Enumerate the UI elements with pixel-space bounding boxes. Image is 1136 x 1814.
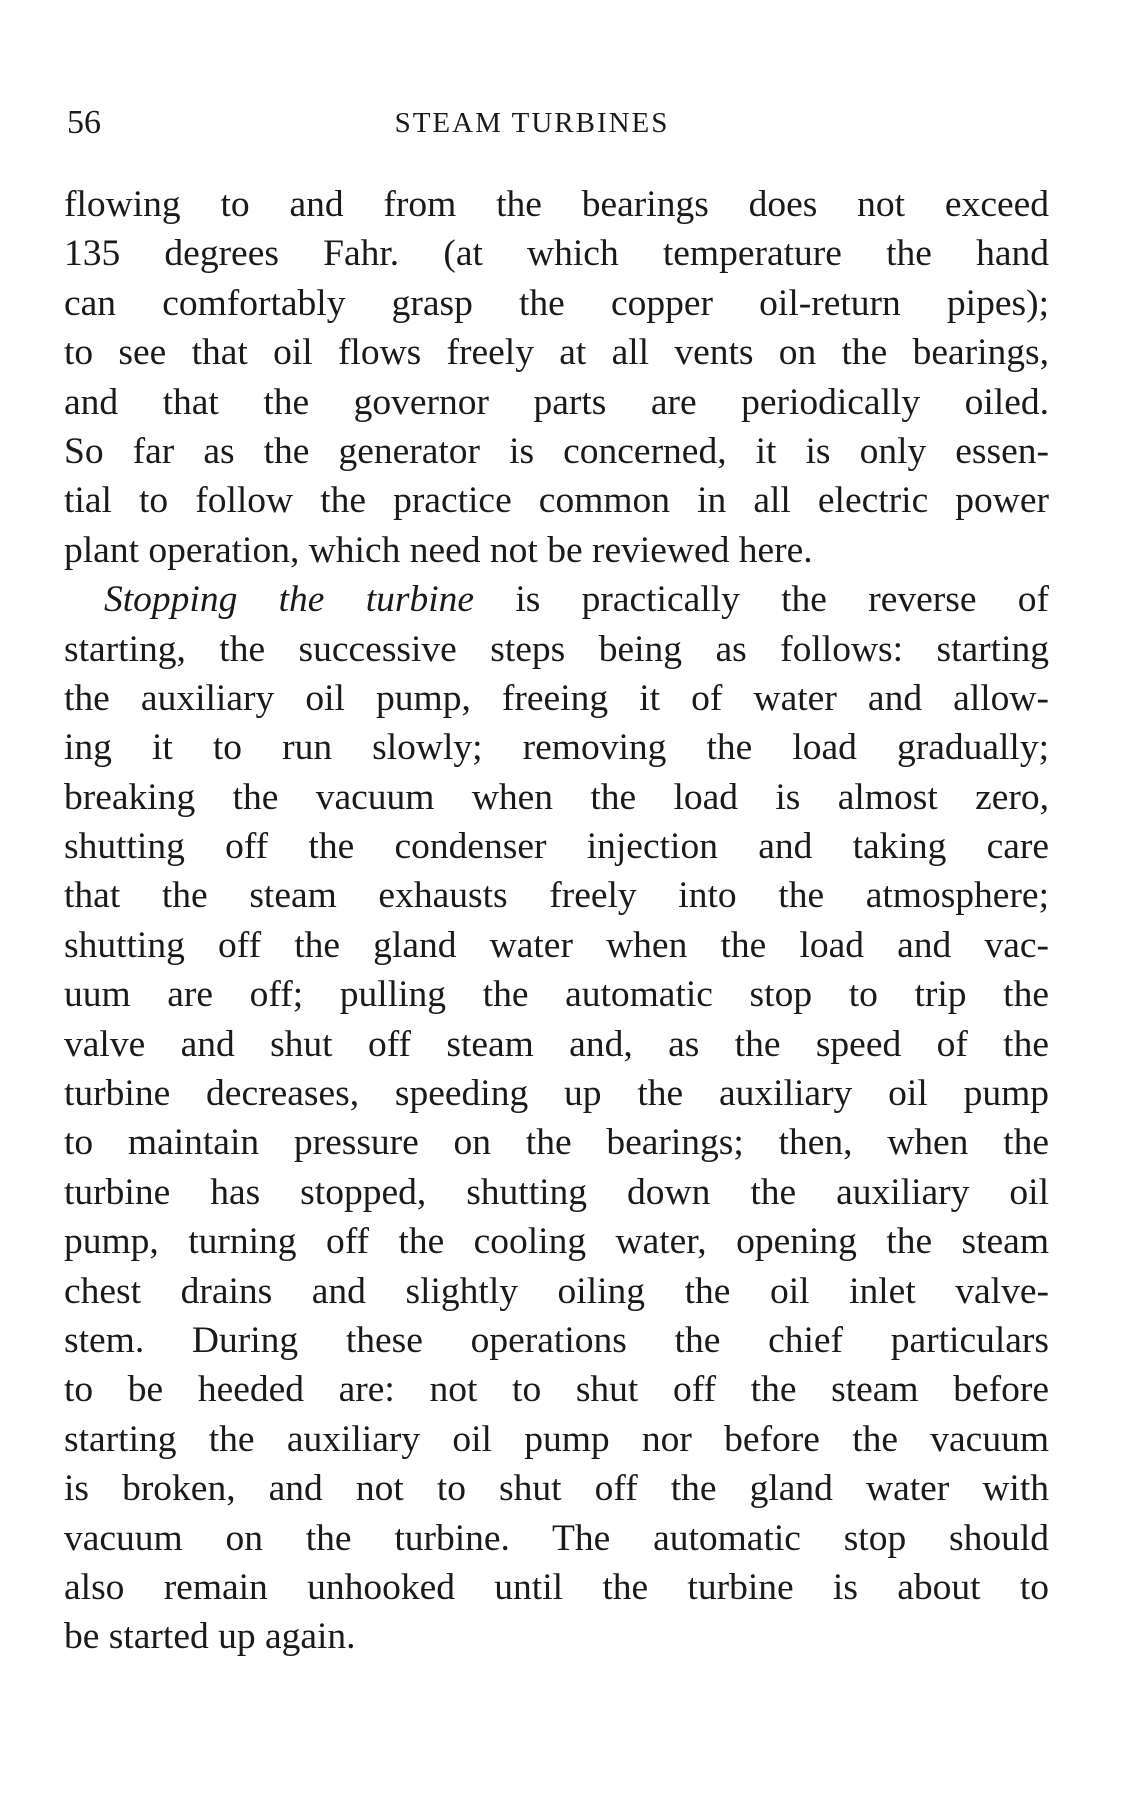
text-line: is broken, and not to shut off the gland water with	[64, 1468, 1049, 1510]
text-line: 135 degrees Fahr. (at which temperature the hand	[64, 233, 1049, 275]
text-line: valve and shut off steam and, as the speed of the	[64, 1023, 1049, 1065]
text-line: and that the governor parts are periodically oiled.	[64, 381, 1049, 423]
text-line-lead	[64, 575, 1049, 624]
text-line: flowing to and from the bearings does not exceed	[64, 184, 1049, 225]
text-line: starting, the successive steps being as follows: starting	[64, 628, 1049, 670]
text-line: can comfortably grasp the copper oil-return pipes);	[64, 282, 1049, 324]
text-line: pump, turning off the cooling water, opening the steam	[64, 1221, 1049, 1263]
text-line-rest: is practically the reverse of	[474, 579, 1049, 621]
text-line: breaking the vacuum when the load is almost zero,	[64, 776, 1049, 818]
text-line: turbine decreases, speeding up the auxiliary oil pump	[64, 1073, 1049, 1115]
body-text	[64, 180, 1049, 1662]
text-line: shutting off the condenser injection and taking care	[64, 826, 1049, 868]
running-head	[67, 98, 1057, 148]
text-line: stem. During these operations the chief particulars	[64, 1319, 1049, 1361]
text-line: uum are off; pulling the automatic stop to trip the	[64, 974, 1049, 1016]
text-line: shutting off the gland water when the load and vac-	[64, 924, 1049, 966]
text-line: So far as the generator is concerned, it is only essen-	[64, 430, 1049, 472]
text-line: also remain unhooked until the turbine is about to	[64, 1566, 1049, 1608]
text-line: to see that oil flows freely at all vents on the bearings,	[64, 332, 1049, 374]
text-line: plant operation, which need not be reviewed here.	[64, 529, 813, 571]
text-line: vacuum on the turbine. The automatic stop should	[64, 1517, 1049, 1559]
text-line: tial to follow the practice common in all electric power	[64, 480, 1049, 522]
text-line: starting the auxiliary oil pump nor before the vacuum	[64, 1418, 1049, 1460]
text-line: be started up again.	[64, 1616, 356, 1658]
paragraph-2	[64, 575, 1049, 1662]
text-line: to be heeded are: not to shut off the steam before	[64, 1369, 1049, 1411]
text-line: ing it to run slowly; removing the load gradually;	[64, 727, 1049, 769]
text-line: the auxiliary oil pump, freeing it of water and allow-	[64, 677, 1049, 719]
text-line: chest drains and slightly oiling the oil inlet valve-	[64, 1270, 1049, 1312]
page-number: 56	[67, 104, 101, 141]
text-line: turbine has stopped, shutting down the auxiliary oil	[64, 1171, 1049, 1213]
text-line: to maintain pressure on the bearings; then, when the	[64, 1122, 1049, 1164]
italic-lead-phrase: Stopping the turbine	[104, 579, 475, 621]
running-title: STEAM TURBINES	[394, 107, 670, 139]
paragraph-1	[64, 180, 1049, 575]
text-line: that the steam exhausts freely into the atmosphere;	[64, 875, 1049, 917]
